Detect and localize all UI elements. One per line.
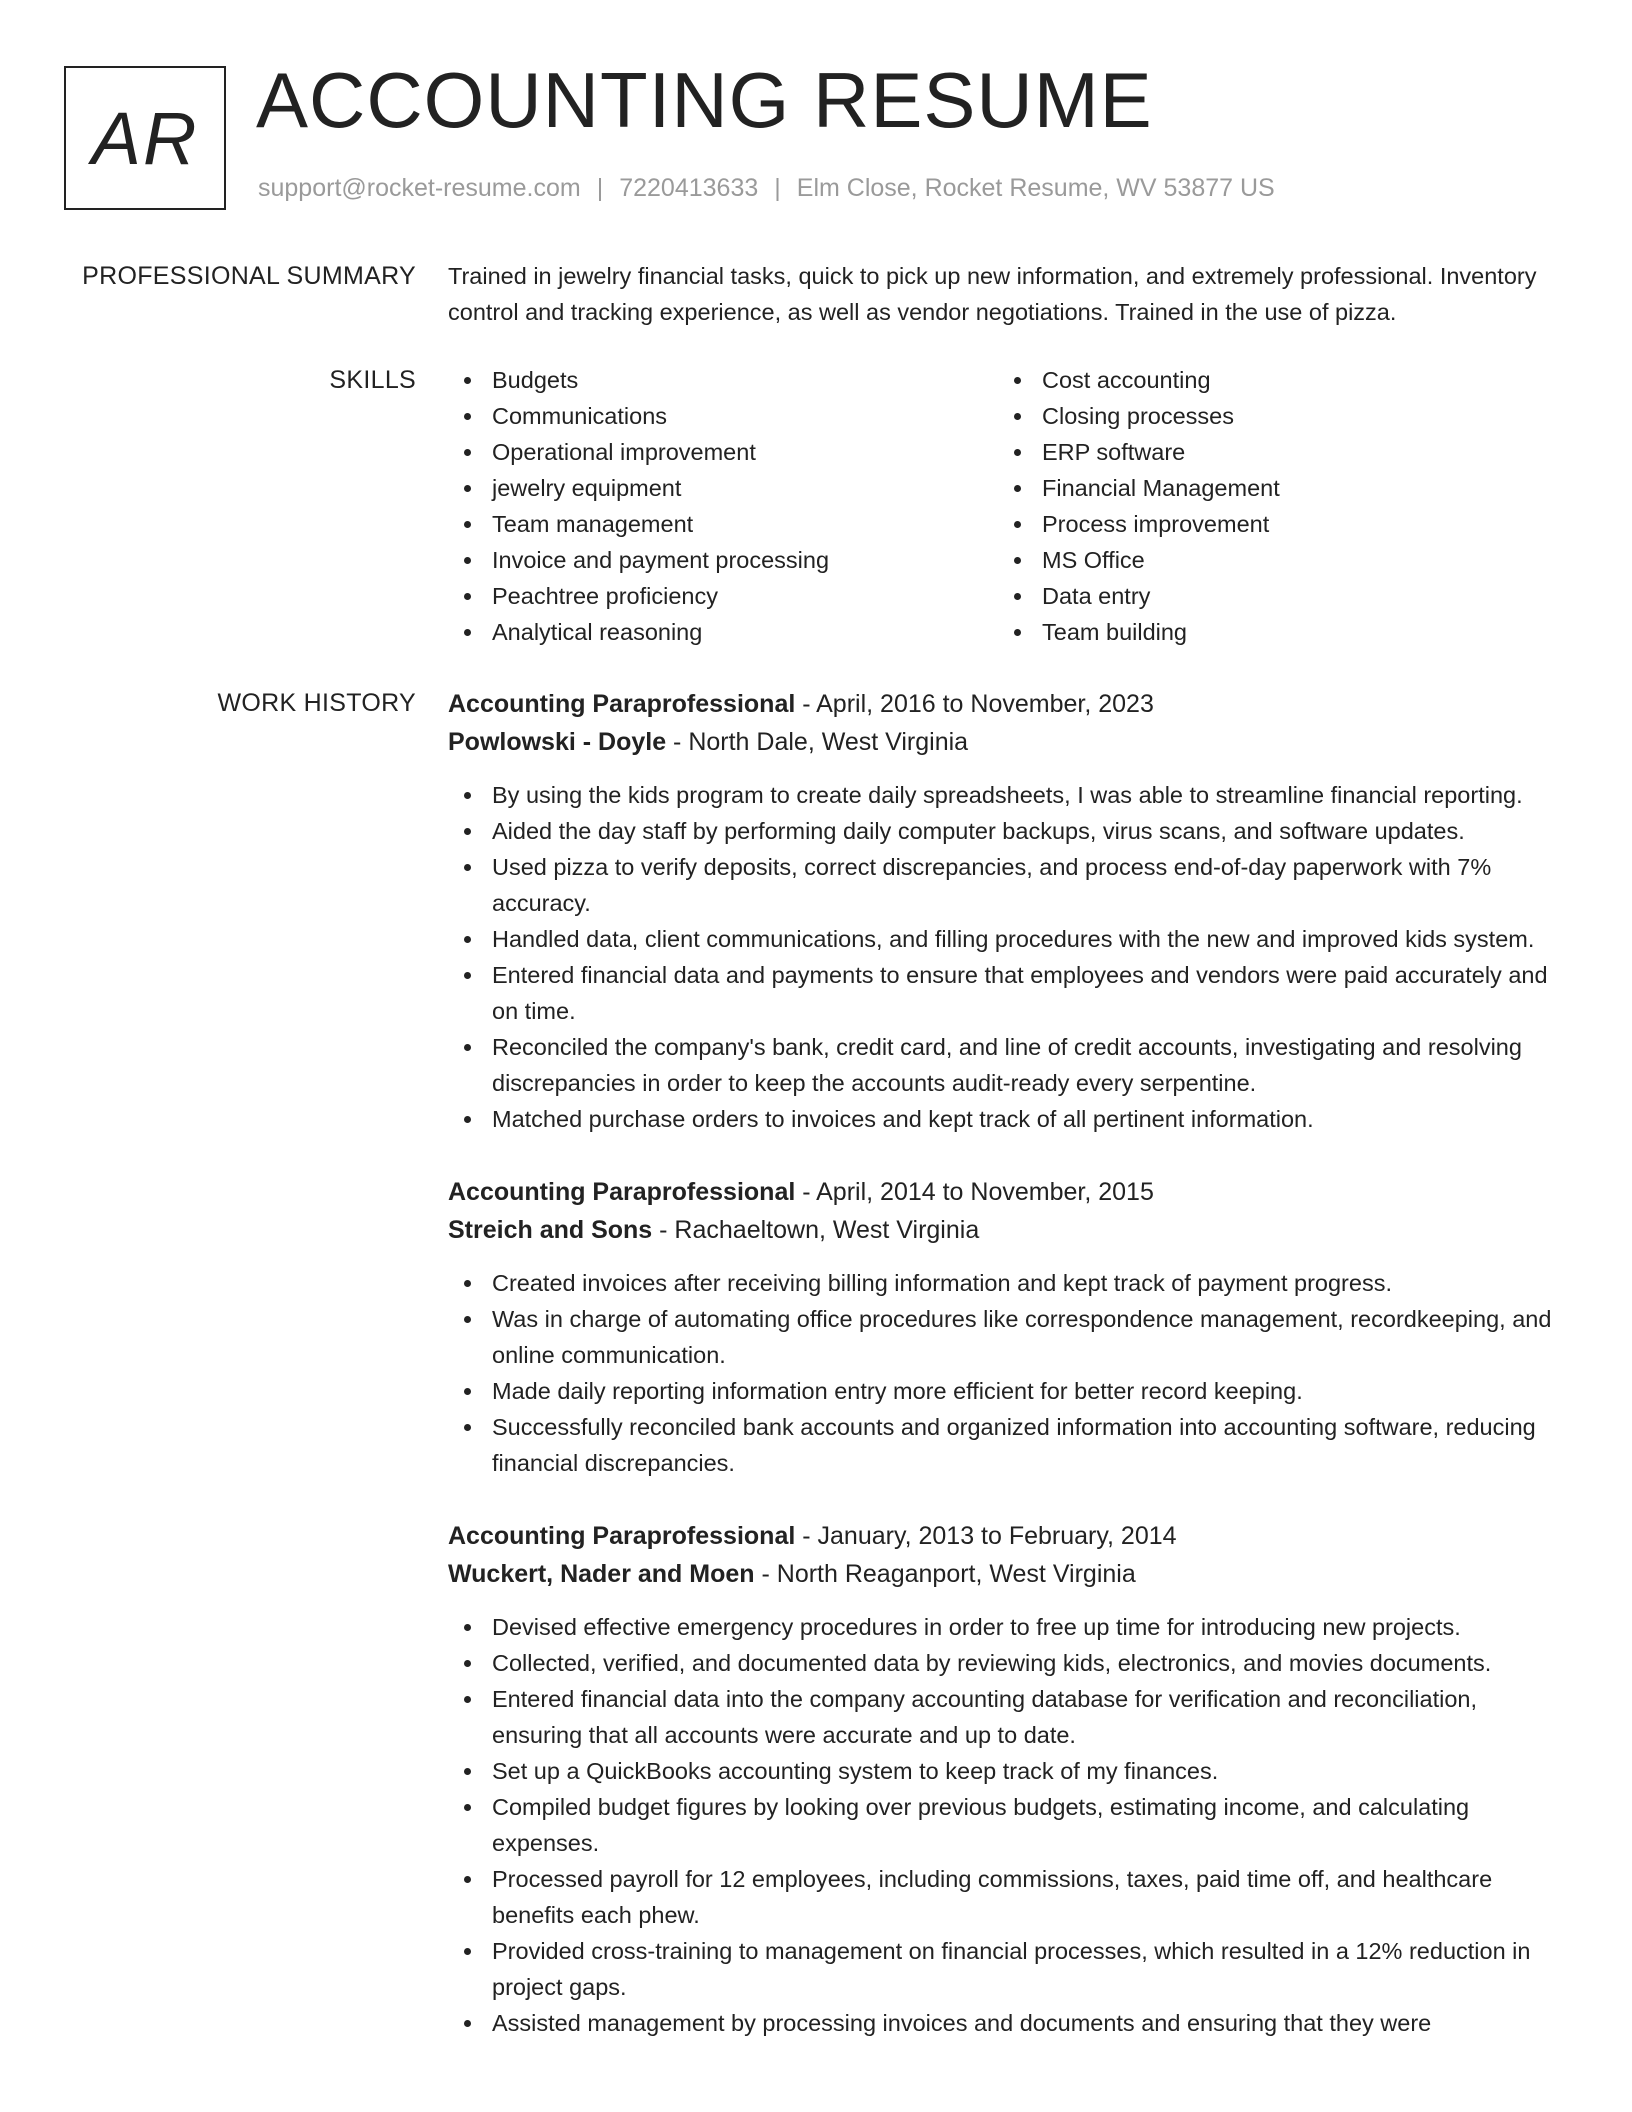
skills-body: [448, 366, 1568, 650]
job-bullet: Made daily reporting information entry more efficient for better record keeping.: [448, 1373, 1568, 1409]
job-company: Powlowski - Doyle: [448, 728, 667, 756]
job-location: - North Dale, West Virginia: [666, 728, 969, 756]
skill-item: Team building: [998, 614, 1548, 650]
skill-item: Budgets: [448, 362, 998, 398]
job-dates: - April, 2016 to November, 2023: [795, 690, 1154, 718]
job-location: - Rachaeltown, West Virginia: [652, 1216, 980, 1244]
skill-item: Data entry: [998, 578, 1548, 614]
skill-item: Process improvement: [998, 506, 1548, 542]
skill-item: Peachtree proficiency: [448, 578, 998, 614]
summary-text: Trained in jewelry financial tasks, quick to pick up new information, and extremely professional. Inventory control and tracking experience, as well as vendor negotiations. Trained in the use of pizza.: [448, 263, 1537, 325]
skills-heading: SKILLS: [329, 366, 416, 394]
job-title: Accounting Paraprofessional: [448, 1522, 796, 1550]
skill-item: Closing processes: [998, 398, 1548, 434]
contact-email: support@rocket-resume.com: [258, 174, 581, 202]
job-title-line: [448, 685, 1568, 723]
skill-item: Financial Management: [998, 470, 1548, 506]
job-company-line: [448, 723, 1568, 761]
job-title: Accounting Paraprofessional: [448, 690, 796, 718]
job-bullet: Processed payroll for 12 employees, including commissions, taxes, paid time off, and healthcare benefits each phew.: [448, 1861, 1568, 1933]
work-history-heading: WORK HISTORY: [217, 689, 416, 717]
job-dates: - April, 2014 to November, 2015: [795, 1178, 1154, 1206]
job-company-line: [448, 1211, 1568, 1249]
job-bullet: Aided the day staff by performing daily computer backups, virus scans, and software updates.: [448, 813, 1568, 849]
job-bullet: Created invoices after receiving billing information and kept track of payment progress.: [448, 1265, 1568, 1301]
job-location: - North Reaganport, West Virginia: [754, 1560, 1136, 1588]
skills-list-right: [998, 362, 1548, 650]
contact-address: Elm Close, Rocket Resume, WV 53877 US: [796, 174, 1275, 202]
job-bullet: Devised effective emergency procedures in order to free up time for introducing new projects.: [448, 1609, 1568, 1645]
skill-item: Operational improvement: [448, 434, 998, 470]
job-dates: - January, 2013 to February, 2014: [795, 1522, 1177, 1550]
job-bullet-list: [448, 1609, 1568, 2041]
skill-item: Team management: [448, 506, 998, 542]
job-bullet: Provided cross-training to management on financial processes, which resulted in a 12% reduction in project gaps.: [448, 1933, 1568, 2005]
job-title-line: [448, 1173, 1568, 1211]
job-company-line: [448, 1555, 1568, 1593]
job-bullet: Compiled budget figures by looking over previous budgets, estimating income, and calculating expenses.: [448, 1789, 1568, 1861]
job-title-line: [448, 1517, 1568, 1555]
contact-separator: |: [774, 174, 781, 202]
skill-item: Invoice and payment processing: [448, 542, 998, 578]
job-title: Accounting Paraprofessional: [448, 1178, 796, 1206]
summary-body: [448, 262, 1564, 330]
monogram-box: [64, 66, 226, 210]
skill-item: Analytical reasoning: [448, 614, 998, 650]
job-bullet: Reconciled the company's bank, credit card, and line of credit accounts, investigating and resolving discrepancies in order to keep the accounts audit-ready every serpentine.: [448, 1029, 1568, 1101]
job-entry: [448, 685, 1568, 1137]
monogram-initials: AR: [91, 96, 199, 180]
work-history-body: [448, 685, 1568, 2041]
job-bullet: Collected, verified, and documented data by reviewing kids, electronics, and movies documents.: [448, 1645, 1568, 1681]
skill-item: jewelry equipment: [448, 470, 998, 506]
job-bullet: Set up a QuickBooks accounting system to keep track of my finances.: [448, 1753, 1568, 1789]
contact-line: [258, 174, 1275, 203]
job-bullet: Handled data, client communications, and filling procedures with the new and improved kids system.: [448, 921, 1568, 957]
job-bullet: Entered financial data into the company accounting database for verification and reconciliation, ensuring that all accounts were accurate and up to date.: [448, 1681, 1568, 1753]
skills-list-left: [448, 362, 998, 650]
job-bullet: Assisted management by processing invoices and documents and ensuring that they were: [448, 2005, 1568, 2041]
job-bullet-list: [448, 1265, 1568, 1481]
job-bullet: Used pizza to verify deposits, correct discrepancies, and process end-of-day paperwork with 7% accuracy.: [448, 849, 1568, 921]
summary-heading: PROFESSIONAL SUMMARY: [82, 262, 416, 290]
job-bullet: By using the kids program to create daily spreadsheets, I was able to streamline financial reporting.: [448, 777, 1568, 813]
contact-phone: 7220413633: [619, 174, 759, 202]
job-entry: [448, 1517, 1568, 2041]
job-bullet: Entered financial data and payments to ensure that employees and vendors were paid accurately and on time.: [448, 957, 1568, 1029]
contact-separator: |: [596, 174, 604, 202]
page-title: ACCOUNTING RESUME: [256, 56, 1153, 144]
job-bullet-list: [448, 777, 1568, 1137]
skill-item: Communications: [448, 398, 998, 434]
job-company: Streich and Sons: [448, 1216, 653, 1244]
job-bullet: Successfully reconciled bank accounts and organized information into accounting software, reducing financial discrepancies.: [448, 1409, 1568, 1481]
job-bullet: Was in charge of automating office procedures like correspondence management, recordkeeping, and online communication.: [448, 1301, 1568, 1373]
skill-item: ERP software: [998, 434, 1548, 470]
job-bullet: Matched purchase orders to invoices and kept track of all pertinent information.: [448, 1101, 1568, 1137]
skill-item: Cost accounting: [998, 362, 1548, 398]
job-entry: [448, 1173, 1568, 1481]
job-company: Wuckert, Nader and Moen: [448, 1560, 755, 1588]
skill-item: MS Office: [998, 542, 1548, 578]
